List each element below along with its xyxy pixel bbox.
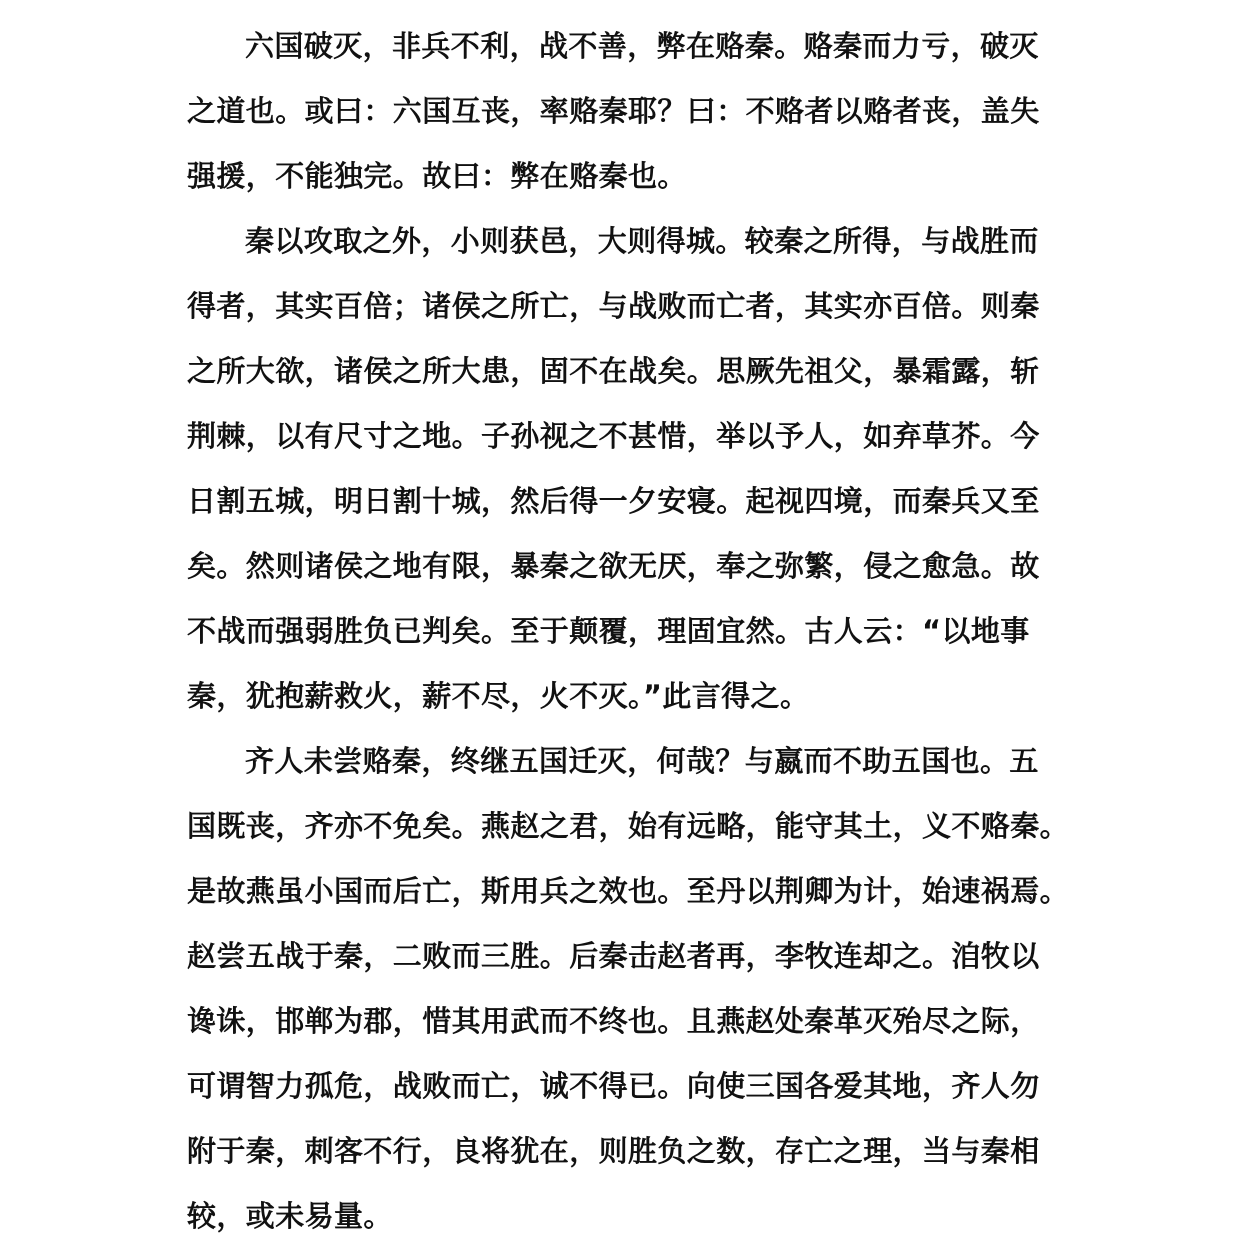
paragraph-1-line-2: 之道也。或曰：六国互丧，率赂秦耶？曰：不赂者以赂者丧，盖失 — [187, 94, 1040, 128]
paragraph-3-line-3: 是故燕虽小国而后亡，斯用兵之效也。至丹以荆卿为计，始速祸焉。 — [187, 874, 1070, 908]
paragraph-3-line-4: 赵尝五战于秦，二败而三胜。后秦击赵者再，李牧连却之。洎牧以 — [187, 939, 1040, 973]
paragraph-3-line-6: 可谓智力孤危，战败而亡，诚不得已。向使三国各爱其地，齐人勿 — [187, 1069, 1040, 1103]
paragraph-2-line-4: 荆棘，以有尺寸之地。子孙视之不甚惜，举以予人，如弃草芥。今 — [187, 419, 1040, 453]
paragraph-2-line-5: 日割五城，明日割十城，然后得一夕安寝。起视四境，而秦兵又至 — [187, 484, 1040, 518]
paragraph-2-line-7: 不战而强弱胜负已判矣。至于颠覆，理固宜然。古人云：“以地事 — [187, 614, 1030, 648]
paragraph-1-line-3: 强援，不能独完。故曰：弊在赂秦也。 — [187, 159, 687, 193]
paragraph-2-line-1: 秦以攻取之外，小则获邑，大则得城。较秦之所得，与战胜而 — [245, 224, 1039, 258]
paragraph-2-line-6: 矣。然则诸侯之地有限，暴秦之欲无厌，奉之弥繁，侵之愈急。故 — [187, 549, 1040, 583]
paragraph-1-line-1: 六国破灭，非兵不利，战不善，弊在赂秦。赂秦而力亏，破灭 — [245, 29, 1039, 63]
paragraph-2-line-2: 得者，其实百倍；诸侯之所亡，与战败而亡者，其实亦百倍。则秦 — [187, 289, 1040, 323]
paragraph-2-line-3: 之所大欲，诸侯之所大患，固不在战矣。思厥先祖父，暴霜露，斩 — [187, 354, 1040, 388]
paragraph-3-line-2: 国既丧，齐亦不免矣。燕赵之君，始有远略，能守其土，义不赂秦。 — [187, 809, 1070, 843]
paragraph-3-line-5: 谗诛，邯郸为郡，惜其用武而不终也。且燕赵处秦革灭殆尽之际， — [187, 1004, 1040, 1038]
paragraph-3-line-1: 齐人未尝赂秦，终继五国迁灭，何哉？与嬴而不助五国也。五 — [245, 744, 1039, 778]
paragraph-2-line-8: 秦，犹抱薪救火，薪不尽，火不灭。”此言得之。 — [187, 679, 810, 713]
paragraph-3-line-7: 附于秦，刺客不行，良将犹在，则胜负之数，存亡之理，当与秦相 — [187, 1134, 1040, 1168]
paragraph-3-line-8: 较，或未易量。 — [187, 1199, 393, 1233]
